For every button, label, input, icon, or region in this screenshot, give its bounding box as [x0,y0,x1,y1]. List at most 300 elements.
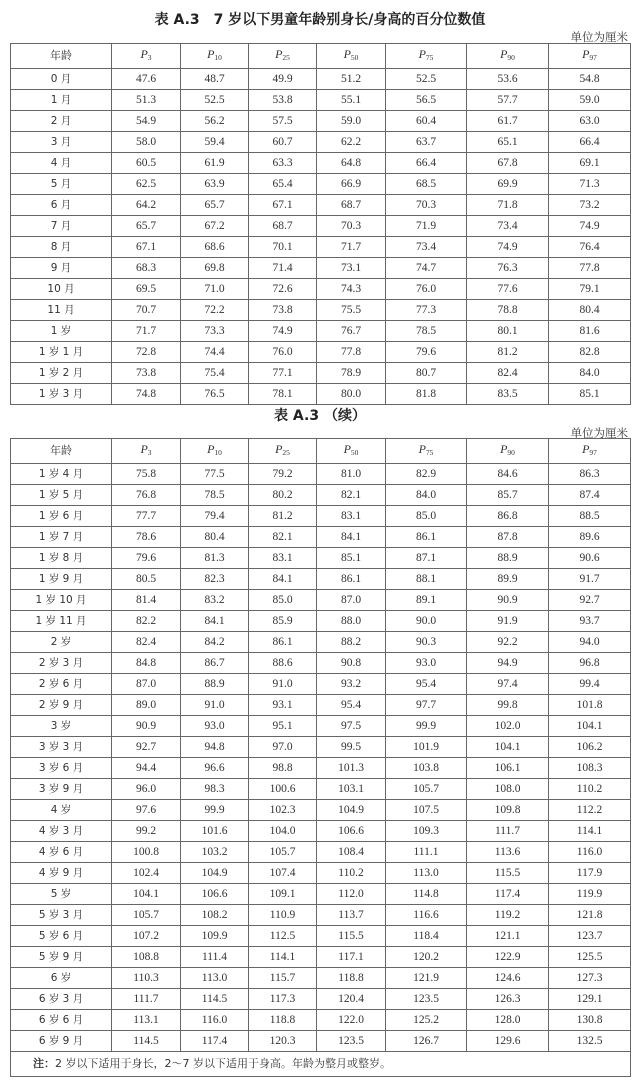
value-cell: 51.2 [317,69,386,90]
age-cell: 2 月 [11,111,112,132]
value-cell: 106.6 [181,884,249,905]
value-cell: 75.8 [112,464,181,485]
value-cell: 93.0 [181,716,249,737]
value-cell: 88.6 [249,653,317,674]
value-cell: 114.1 [549,821,631,842]
table-row [11,548,631,569]
value-cell: 74.3 [317,279,386,300]
age-cell: 4 岁 3 月 [11,821,112,842]
value-cell: 82.4 [467,363,549,384]
value-cell: 117.1 [317,947,386,968]
table-row [11,674,631,695]
value-cell: 112.0 [317,884,386,905]
value-cell: 48.7 [181,69,249,90]
table-row [11,1031,631,1052]
age-cell: 2 岁 6 月 [11,674,112,695]
age-cell: 1 月 [11,90,112,111]
table-row [11,779,631,800]
value-cell: 105.7 [112,905,181,926]
value-cell: 68.7 [249,216,317,237]
value-cell: 72.6 [249,279,317,300]
value-cell: 79.6 [112,548,181,569]
value-cell: 73.8 [249,300,317,321]
value-cell: 77.7 [112,506,181,527]
age-cell: 7 月 [11,216,112,237]
age-cell: 1 岁 6 月 [11,506,112,527]
table-row [11,485,631,506]
value-cell: 74.9 [467,237,549,258]
value-cell: 77.6 [467,279,549,300]
value-cell: 103.8 [386,758,467,779]
value-cell: 82.2 [112,611,181,632]
value-cell: 89.1 [386,590,467,611]
value-cell: 76.0 [386,279,467,300]
value-cell: 107.4 [249,863,317,884]
age-cell: 5 岁 [11,884,112,905]
header-percentile-p75: $P_{75}$ [386,44,467,69]
value-cell: 109.3 [386,821,467,842]
value-cell: 92.7 [112,737,181,758]
value-cell: 66.4 [549,132,631,153]
value-cell: 81.2 [467,342,549,363]
table-row [11,800,631,821]
age-cell: 5 岁 3 月 [11,905,112,926]
value-cell: 97.7 [386,695,467,716]
value-cell: 106.1 [467,758,549,779]
table-header-row [11,44,631,69]
table-row [11,321,631,342]
value-cell: 63.7 [386,132,467,153]
value-cell: 80.4 [181,527,249,548]
value-cell: 112.2 [549,800,631,821]
value-cell: 88.5 [549,506,631,527]
age-cell: 3 月 [11,132,112,153]
value-cell: 105.7 [249,842,317,863]
value-cell: 90.9 [467,590,549,611]
note-label: 注： [33,1057,55,1070]
value-cell: 85.7 [467,485,549,506]
table-row [11,342,631,363]
value-cell: 55.1 [317,90,386,111]
table-row [11,569,631,590]
age-cell: 1 岁 3 月 [11,384,112,405]
age-cell: 0 月 [11,69,112,90]
value-cell: 91.7 [549,569,631,590]
value-cell: 87.1 [386,548,467,569]
value-cell: 85.0 [386,506,467,527]
value-cell: 83.1 [249,548,317,569]
value-cell: 99.9 [181,800,249,821]
header-percentile-p75: $P_{75}$ [386,439,467,464]
value-cell: 97.6 [112,800,181,821]
value-cell: 73.8 [112,363,181,384]
value-cell: 69.9 [467,174,549,195]
age-cell: 10 月 [11,279,112,300]
table-row [11,527,631,548]
table-row [11,842,631,863]
value-cell: 113.0 [386,863,467,884]
value-cell: 94.8 [181,737,249,758]
age-cell: 5 岁 6 月 [11,926,112,947]
table-row [11,258,631,279]
value-cell: 117.4 [181,1031,249,1052]
value-cell: 103.1 [317,779,386,800]
value-cell: 89.0 [112,695,181,716]
value-cell: 115.7 [249,968,317,989]
value-cell: 111.7 [112,989,181,1010]
value-cell: 107.5 [386,800,467,821]
age-cell: 6 岁 3 月 [11,989,112,1010]
age-cell: 1 岁 11 月 [11,611,112,632]
value-cell: 59.4 [181,132,249,153]
table-row [11,363,631,384]
value-cell: 79.4 [181,506,249,527]
value-cell: 108.0 [467,779,549,800]
header-percentile-p90: $P_{90}$ [467,44,549,69]
header-percentile-p97: $P_{97}$ [549,439,631,464]
value-cell: 89.9 [467,569,549,590]
value-cell: 110.3 [112,968,181,989]
value-cell: 108.2 [181,905,249,926]
value-cell: 95.4 [317,695,386,716]
value-cell: 99.9 [386,716,467,737]
value-cell: 90.9 [112,716,181,737]
value-cell: 65.1 [467,132,549,153]
value-cell: 80.7 [386,363,467,384]
value-cell: 62.2 [317,132,386,153]
value-cell: 64.2 [112,195,181,216]
age-cell: 8 月 [11,237,112,258]
value-cell: 98.3 [181,779,249,800]
table-row [11,464,631,485]
value-cell: 99.4 [549,674,631,695]
value-cell: 104.1 [549,716,631,737]
age-cell: 4 岁 6 月 [11,842,112,863]
value-cell: 71.8 [467,195,549,216]
value-cell: 113.7 [317,905,386,926]
value-cell: 75.4 [181,363,249,384]
value-cell: 60.7 [249,132,317,153]
age-cell: 6 岁 9 月 [11,1031,112,1052]
value-cell: 120.4 [317,989,386,1010]
value-cell: 110.9 [249,905,317,926]
value-cell: 71.4 [249,258,317,279]
value-cell: 80.4 [549,300,631,321]
age-cell: 5 岁 9 月 [11,947,112,968]
value-cell: 84.8 [112,653,181,674]
age-cell: 1 岁 2 月 [11,363,112,384]
value-cell: 51.3 [112,90,181,111]
value-cell: 99.5 [317,737,386,758]
value-cell: 91.0 [249,674,317,695]
value-cell: 93.2 [317,674,386,695]
value-cell: 96.0 [112,779,181,800]
value-cell: 76.7 [317,321,386,342]
value-cell: 87.0 [112,674,181,695]
value-cell: 109.8 [467,800,549,821]
value-cell: 121.8 [549,905,631,926]
value-cell: 81.4 [112,590,181,611]
value-cell: 113.0 [181,968,249,989]
value-cell: 80.2 [249,485,317,506]
value-cell: 120.2 [386,947,467,968]
value-cell: 86.1 [386,527,467,548]
value-cell: 52.5 [181,90,249,111]
value-cell: 82.1 [249,527,317,548]
value-cell: 111.4 [181,947,249,968]
value-cell: 76.3 [467,258,549,279]
value-cell: 95.4 [386,674,467,695]
value-cell: 113.6 [467,842,549,863]
header-percentile-p25: $P_{25}$ [249,44,317,69]
value-cell: 72.8 [112,342,181,363]
value-cell: 67.1 [112,237,181,258]
value-cell: 114.8 [386,884,467,905]
value-cell: 68.3 [112,258,181,279]
table-row [11,716,631,737]
value-cell: 57.7 [467,90,549,111]
value-cell: 117.3 [249,989,317,1010]
value-cell: 63.0 [549,111,631,132]
value-cell: 78.1 [249,384,317,405]
value-cell: 53.6 [467,69,549,90]
value-cell: 102.3 [249,800,317,821]
value-cell: 84.1 [249,569,317,590]
table-row [11,300,631,321]
value-cell: 89.6 [549,527,631,548]
value-cell: 116.0 [549,842,631,863]
header-percentile-p25: $P_{25}$ [249,439,317,464]
value-cell: 114.1 [249,947,317,968]
value-cell: 59.0 [549,90,631,111]
age-cell: 5 月 [11,174,112,195]
value-cell: 100.8 [112,842,181,863]
value-cell: 87.0 [317,590,386,611]
table-row [11,695,631,716]
value-cell: 68.6 [181,237,249,258]
table2-title: 表 A.3 （续） [274,408,366,424]
table1-title: 表 A.3 7 岁以下男童年龄别身长/身高的百分位数值 [154,12,486,28]
value-cell: 90.3 [386,632,467,653]
table-row [11,279,631,300]
value-cell: 111.1 [386,842,467,863]
value-cell: 86.1 [249,632,317,653]
value-cell: 98.8 [249,758,317,779]
value-cell: 88.0 [317,611,386,632]
value-cell: 60.5 [112,153,181,174]
age-cell: 1 岁 10 月 [11,590,112,611]
header-percentile-p10: $P_{10}$ [181,439,249,464]
header-age: 年龄 [11,439,112,464]
table1-unit-label: 单位为厘米 [570,30,628,44]
age-cell: 2 岁 [11,632,112,653]
header-percentile-p50: $P_{50}$ [317,439,386,464]
value-cell: 85.1 [549,384,631,405]
value-cell: 81.8 [386,384,467,405]
value-cell: 67.2 [181,216,249,237]
value-cell: 116.6 [386,905,467,926]
value-cell: 81.2 [249,506,317,527]
table-note [11,1052,631,1077]
table-row [11,989,631,1010]
value-cell: 90.6 [549,548,631,569]
value-cell: 77.3 [386,300,467,321]
value-cell: 110.2 [549,779,631,800]
table-row [11,174,631,195]
age-cell: 3 岁 6 月 [11,758,112,779]
value-cell: 82.3 [181,569,249,590]
table-row [11,111,631,132]
age-cell: 9 月 [11,258,112,279]
value-cell: 91.9 [467,611,549,632]
value-cell: 116.0 [181,1010,249,1031]
age-cell: 4 岁 [11,800,112,821]
value-cell: 111.7 [467,821,549,842]
value-cell: 114.5 [181,989,249,1010]
value-cell: 63.9 [181,174,249,195]
value-cell: 82.8 [549,342,631,363]
table-row [11,590,631,611]
value-cell: 70.7 [112,300,181,321]
value-cell: 74.9 [249,321,317,342]
value-cell: 90.0 [386,611,467,632]
age-cell: 1 岁 5 月 [11,485,112,506]
value-cell: 74.9 [549,216,631,237]
table-row [11,632,631,653]
value-cell: 87.4 [549,485,631,506]
value-cell: 101.6 [181,821,249,842]
value-cell: 92.7 [549,590,631,611]
value-cell: 74.7 [386,258,467,279]
value-cell: 117.9 [549,863,631,884]
value-cell: 101.9 [386,737,467,758]
value-cell: 112.5 [249,926,317,947]
value-cell: 83.5 [467,384,549,405]
value-cell: 126.3 [467,989,549,1010]
value-cell: 123.5 [386,989,467,1010]
value-cell: 90.8 [317,653,386,674]
table-row [11,947,631,968]
value-cell: 69.1 [549,153,631,174]
value-cell: 104.1 [112,884,181,905]
value-cell: 88.1 [386,569,467,590]
value-cell: 105.7 [386,779,467,800]
value-cell: 115.5 [317,926,386,947]
value-cell: 93.7 [549,611,631,632]
value-cell: 73.4 [386,237,467,258]
value-cell: 104.9 [317,800,386,821]
value-cell: 78.6 [112,527,181,548]
value-cell: 109.1 [249,884,317,905]
value-cell: 86.3 [549,464,631,485]
header-percentile-p10: $P_{10}$ [181,44,249,69]
value-cell: 118.8 [249,1010,317,1031]
value-cell: 56.2 [181,111,249,132]
value-cell: 59.0 [317,111,386,132]
value-cell: 83.2 [181,590,249,611]
value-cell: 122.9 [467,947,549,968]
value-cell: 132.5 [549,1031,631,1052]
table-row [11,905,631,926]
value-cell: 93.1 [249,695,317,716]
value-cell: 102.0 [467,716,549,737]
value-cell: 77.1 [249,363,317,384]
value-cell: 114.5 [112,1031,181,1052]
value-cell: 76.8 [112,485,181,506]
value-cell: 96.8 [549,653,631,674]
value-cell: 127.3 [549,968,631,989]
value-cell: 47.6 [112,69,181,90]
value-cell: 129.6 [467,1031,549,1052]
value-cell: 103.2 [181,842,249,863]
value-cell: 88.9 [467,548,549,569]
value-cell: 67.1 [249,195,317,216]
value-cell: 104.0 [249,821,317,842]
value-cell: 126.7 [386,1031,467,1052]
value-cell: 77.8 [317,342,386,363]
value-cell: 71.0 [181,279,249,300]
value-cell: 120.3 [249,1031,317,1052]
value-cell: 81.6 [549,321,631,342]
value-cell: 54.8 [549,69,631,90]
value-cell: 70.3 [317,216,386,237]
value-cell: 94.9 [467,653,549,674]
value-cell: 74.4 [181,342,249,363]
value-cell: 83.1 [317,506,386,527]
value-cell: 130.8 [549,1010,631,1031]
table-row [11,968,631,989]
age-cell: 4 岁 9 月 [11,863,112,884]
value-cell: 96.6 [181,758,249,779]
value-cell: 104.1 [467,737,549,758]
table-row [11,237,631,258]
value-cell: 88.9 [181,674,249,695]
table2-unit-label: 单位为厘米 [570,426,628,440]
age-cell: 1 岁 [11,321,112,342]
value-cell: 78.5 [181,485,249,506]
value-cell: 97.0 [249,737,317,758]
table-row [11,195,631,216]
table-row [11,926,631,947]
table-row [11,884,631,905]
value-cell: 100.6 [249,779,317,800]
value-cell: 62.5 [112,174,181,195]
value-cell: 65.4 [249,174,317,195]
value-cell: 108.8 [112,947,181,968]
value-cell: 84.0 [386,485,467,506]
table-row [11,153,631,174]
value-cell: 70.3 [386,195,467,216]
age-cell: 11 月 [11,300,112,321]
value-cell: 73.3 [181,321,249,342]
value-cell: 65.7 [112,216,181,237]
value-cell: 121.9 [386,968,467,989]
value-cell: 82.4 [112,632,181,653]
value-cell: 49.9 [249,69,317,90]
table-row [11,1010,631,1031]
age-cell: 1 岁 7 月 [11,527,112,548]
value-cell: 97.4 [467,674,549,695]
value-cell: 68.7 [317,195,386,216]
value-cell: 79.2 [249,464,317,485]
value-cell: 82.9 [386,464,467,485]
table-row [11,132,631,153]
value-cell: 92.2 [467,632,549,653]
table-row [11,506,631,527]
value-cell: 101.8 [549,695,631,716]
value-cell: 104.9 [181,863,249,884]
value-cell: 97.5 [317,716,386,737]
